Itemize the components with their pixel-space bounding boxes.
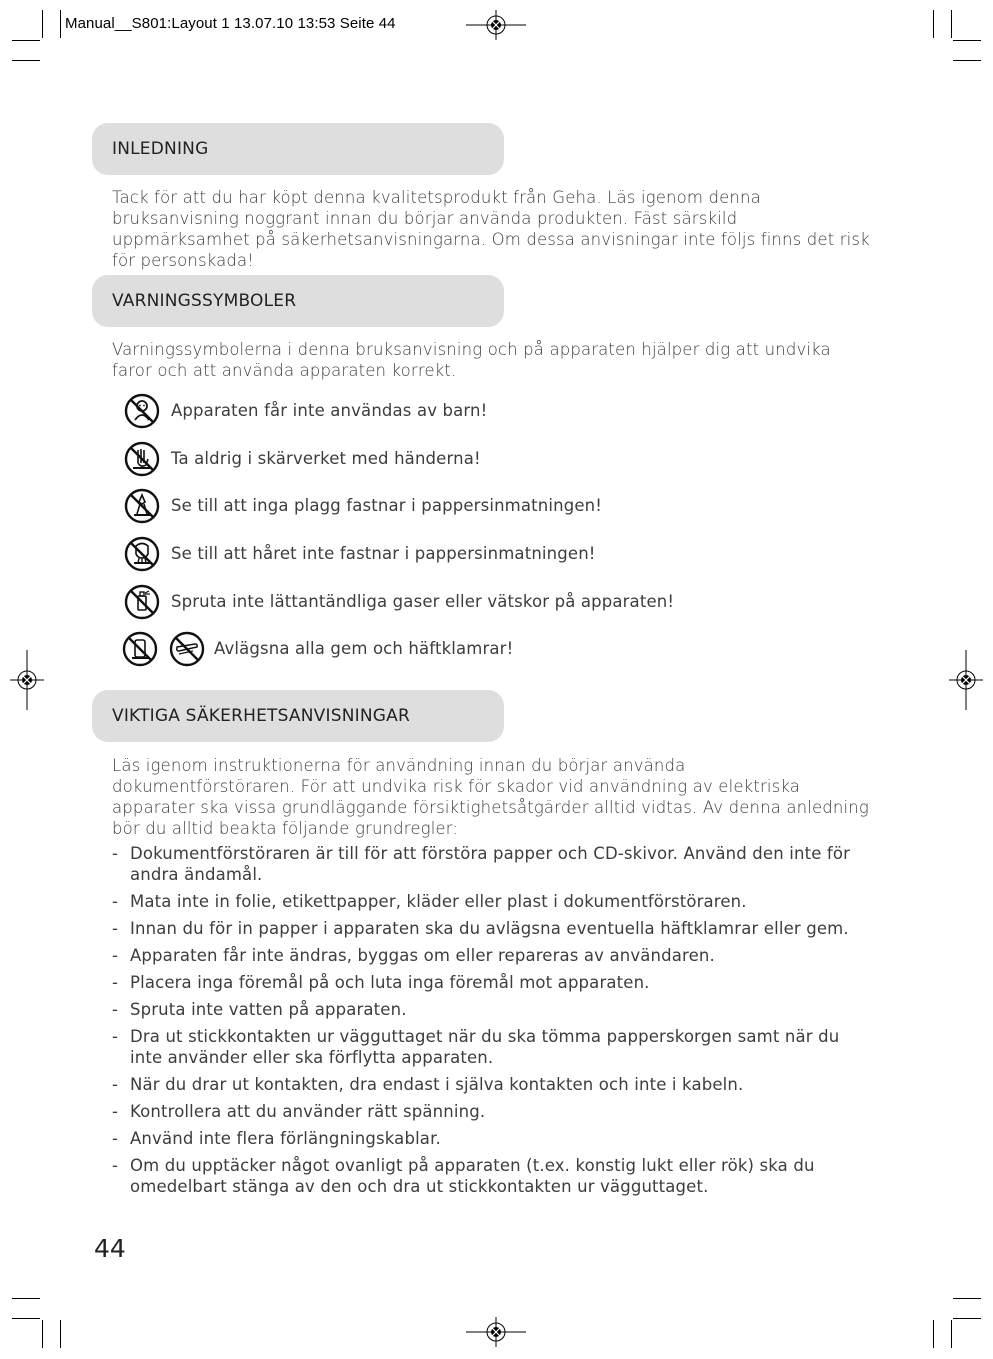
warning-text: Apparaten får inte användas av barn! [171, 401, 488, 420]
rule-text: Placera inga föremål på och luta inga föremål mot apparaten. [130, 973, 650, 992]
registration-mark-icon [949, 650, 983, 710]
list-item [112, 972, 872, 993]
warning-text: Se till att håret inte fastnar i pappersinmatningen! [171, 544, 596, 563]
warning-symbol-row [124, 393, 624, 431]
symbols-paragraph: Varningssymbolerna i denna bruksanvisning och på apparaten hjälper dig att undvika faror och att använda apparaten korrekt. [112, 340, 831, 380]
warning-symbol-row [124, 488, 624, 526]
no-loose-clothing-icon [124, 488, 160, 524]
no-staples-icon [169, 631, 205, 667]
section-header-symbols [92, 275, 504, 327]
list-item [112, 891, 872, 912]
list-dash: - [112, 1027, 119, 1046]
list-item [112, 918, 872, 939]
list-item [112, 1128, 872, 1149]
rule-text: Använd inte flera förlängningskablar. [130, 1129, 441, 1148]
crop-mark [953, 1298, 981, 1299]
list-item [112, 945, 872, 966]
crop-mark [953, 60, 981, 61]
no-cd-icon [122, 631, 158, 667]
crop-mark [953, 40, 981, 41]
rule-text: Innan du för in papper i apparaten ska du avlägsna eventuella häftklamrar eller gem. [130, 919, 849, 938]
rule-text: Kontrollera att du använder rätt spänning. [130, 1102, 486, 1121]
rule-text: Mata inte in folie, etikettpapper, kläder eller plast i dokumentförstöraren. [130, 892, 747, 911]
crop-mark [60, 10, 61, 38]
section-header-intro [92, 123, 504, 175]
warning-text: Spruta inte lättantändliga gaser eller vätskor på apparaten! [171, 592, 675, 611]
warning-symbol-row [124, 584, 684, 622]
section-title: VIKTIGA SÄKERHETSANVISNINGAR [112, 706, 410, 726]
list-dash: - [112, 1000, 119, 1019]
crop-mark [42, 1320, 43, 1348]
crop-mark [60, 1320, 61, 1348]
no-hands-icon [124, 441, 160, 477]
rule-text: Om du upptäcker något ovanligt på apparaten (t.ex. konstig lukt eller rök) ska du omedelbart stänga av den och dra ut stickkontakten ur vägguttaget. [130, 1156, 815, 1196]
safety-rules-list [112, 843, 872, 1203]
crop-mark [12, 60, 40, 61]
registration-mark-icon [10, 650, 44, 710]
crop-mark [953, 1318, 981, 1319]
rule-text: Dra ut stickkontakten ur vägguttaget när du ska tömma papperskorgen samt när du inte använder eller ska förflytta apparaten. [130, 1027, 840, 1067]
warning-text: Se till att inga plagg fastnar i pappersinmatningen! [171, 496, 603, 515]
print-slug: Manual__S801:Layout 1 13.07.10 13:53 Seite 44 [65, 15, 396, 32]
list-dash: - [112, 1102, 119, 1121]
safety-paragraph: Läs igenom instruktionerna för användning innan du börjar använda dokumentförstöraren. För att undvika risk för skador vid användning av elektriska apparater ska vissa grundläggande försiktighetsåtgärder alltid vidtas. Av denna anledning bör du alltid beakta följande grundregler: [112, 756, 869, 838]
list-dash: - [112, 1129, 119, 1148]
page-number: 44 [94, 1234, 126, 1263]
list-dash: - [112, 973, 119, 992]
list-item [112, 999, 872, 1020]
no-hair-icon [124, 536, 160, 572]
registration-mark-icon [466, 1317, 526, 1347]
intro-paragraph: Tack för att du har köpt denna kvalitetsprodukt från Geha. Läs igenom denna bruksanvisning noggrant innan du börjar använda produkten. Fäst särskild uppmärksamhet på säkerhetsanvisningarna. Om dessa anvisningar inte följs finns det risk för personskada! [112, 188, 870, 270]
warning-symbol-row [124, 536, 624, 574]
list-item [112, 1074, 872, 1095]
section-title: VARNINGSSYMBOLER [112, 291, 297, 311]
rule-text: Apparaten får inte ändras, byggas om eller repareras av användaren. [130, 946, 715, 965]
rule-text: Spruta inte vatten på apparaten. [130, 1000, 407, 1019]
list-item [112, 1155, 872, 1197]
list-dash: - [112, 946, 119, 965]
list-dash: - [112, 1156, 119, 1175]
section-header-safety [92, 690, 504, 742]
list-item [112, 1026, 872, 1068]
warning-text: Avlägsna alla gem och häftklamrar! [214, 639, 514, 658]
warning-text: Ta aldrig i skärverket med händerna! [171, 449, 481, 468]
list-dash: - [112, 919, 119, 938]
rule-text: Dokumentförstöraren är till för att förstöra papper och CD-skivor. Använd den inte för andra ändamål. [130, 844, 851, 884]
list-item [112, 843, 872, 885]
registration-mark-icon [466, 10, 526, 40]
no-children-icon [124, 393, 160, 429]
crop-mark [951, 1320, 952, 1348]
section-title: INLEDNING [112, 139, 209, 159]
list-item [112, 1101, 872, 1122]
crop-mark [12, 40, 40, 41]
crop-mark [12, 1318, 40, 1319]
list-dash: - [112, 892, 119, 911]
crop-mark [933, 1320, 934, 1348]
warning-symbol-row [124, 441, 624, 479]
crop-mark [12, 1298, 40, 1299]
warning-symbol-row [124, 631, 544, 669]
crop-mark [933, 10, 934, 38]
list-dash: - [112, 844, 119, 863]
no-spray-icon [124, 584, 160, 620]
list-dash: - [112, 1075, 119, 1094]
crop-mark [42, 10, 43, 38]
rule-text: När du drar ut kontakten, dra endast i själva kontakten och inte i kabeln. [130, 1075, 744, 1094]
crop-mark [951, 10, 952, 38]
